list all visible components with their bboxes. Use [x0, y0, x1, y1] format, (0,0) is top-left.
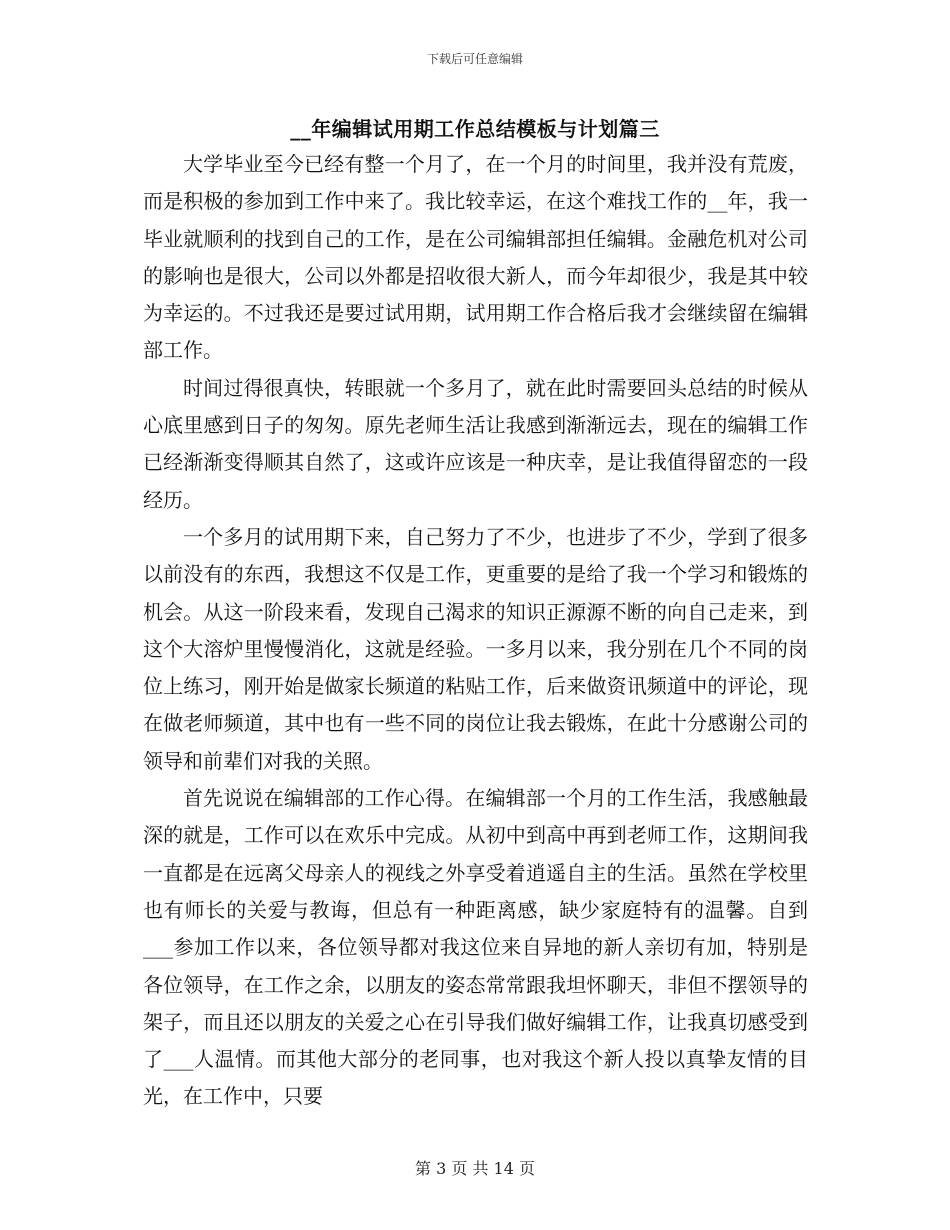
paragraph: 大学毕业至今已经有整一个月了，在一个月的时间里，我并没有荒废，而是积极的参加到工作中来了。我比较幸运，在这个难找工作的__年，我一毕业就顺利的找到自己的工作，是在公司编辑部担任编辑。金融危机对公司的影响也是很大，公司以外都是招收很大新人，而今年却很少，我是其中较为幸运的。不过我还是要过试用期，试用期工作合格后我才会继续留在编辑部工作。 [143, 152, 808, 363]
document-body [143, 146, 808, 1116]
page-footer: 第 3 页 共 14 页 [415, 1159, 535, 1178]
paragraph: 一个多月的试用期下来，自己努力了不少，也进步了不少，学到了很多以前没有的东西，我想这不仅是工作，更重要的是给了我一个学习和锻炼的机会。从这一阶段来看，发现自己渴求的知识正源源不断的向自己走来，到这个大溶炉里慢慢消化，这就是经验。一多月以来，我分别在几个不同的岗位上练习，刚开始是做家长频道的粘贴工作，后来做资讯频道中的评论，现在做老师频道，其中也有一些不同的岗位让我去锻炼，在此十分感谢公司的领导和前辈们对我的关照。 [143, 524, 808, 773]
page-header: 下载后可任意编辑 [426, 52, 523, 66]
paragraph: 时间过得很真快，转眼就一个多月了，就在此时需要回头总结的时候从心底里感到日子的匆匆。原先老师生活让我感到渐渐远去，现在的编辑工作已经渐渐变得顺其自然了，这或许应该是一种庆幸，是让我值得留恋的一段经历。 [143, 375, 808, 512]
paragraph: 首先说说在编辑部的工作心得。在编辑部一个月的工作生活，我感触最深的就是，工作可以在欢乐中完成。从初中到高中再到老师工作，这期间我一直都是在远离父母亲人的视线之外享受着逍遥自主的生活。虽然在学校里也有师长的关爱与教诲，但总有一种距离感，缺少家庭特有的温馨。自到___参加工作以来，各位领导都对我这位来自异地的新人亲切有加，特别是各位领导，在工作之余，以朋友的姿态常常跟我坦怀聊天，非但不摆领导的架子，而且还以朋友的关爱之心在引导我们做好编辑工作，让我真切感受到了___人温情。而其他大部分的老同事，也对我这个新人投以真挚友情的目光，在工作中，只要 [143, 786, 808, 1109]
document-title: __年编辑试用期工作总结模板与计划篇三 [290, 117, 660, 141]
